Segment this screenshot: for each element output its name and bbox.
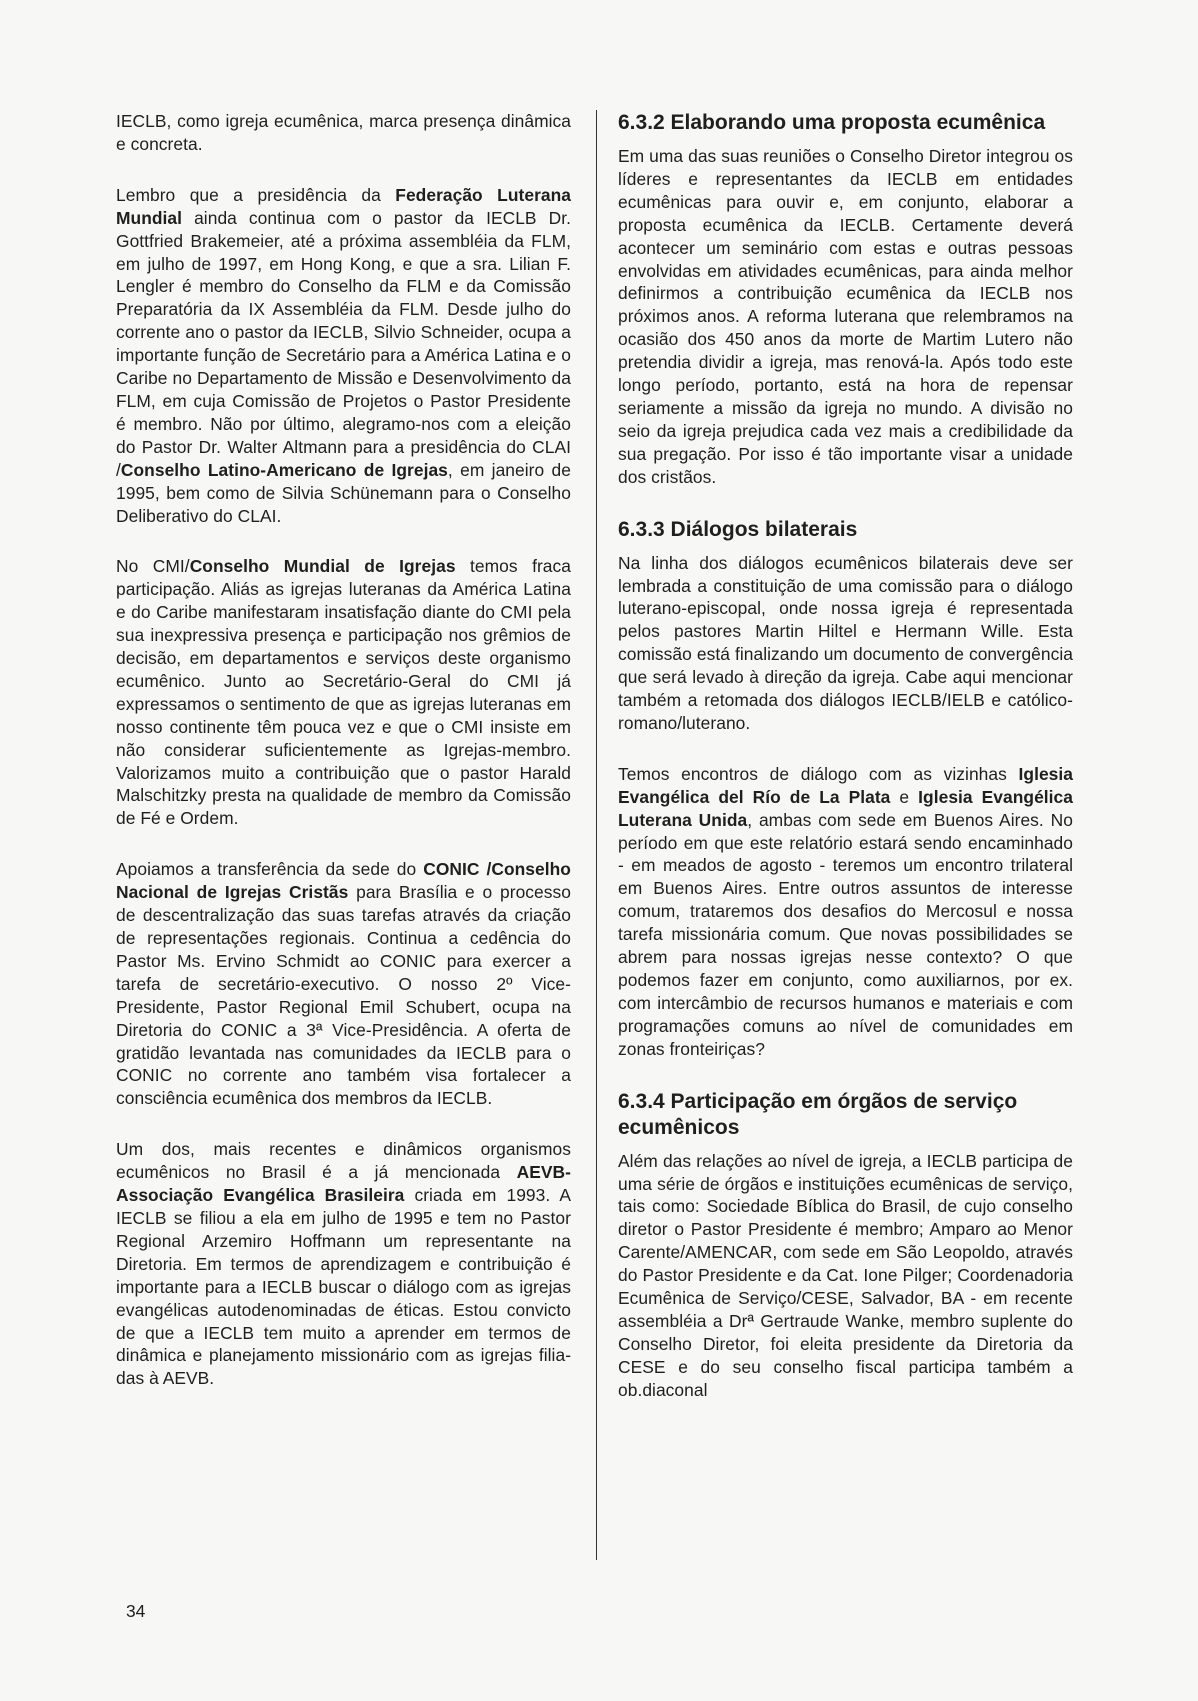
bold-term: Iglesia Evangélica del Río de La Plata	[618, 763, 1073, 807]
section-heading-6-3-2: 6.3.2 Elaborando uma proposta ecumênica	[618, 111, 1046, 134]
paragraph: Temos encontros de diálogo com as vizinhas Iglesia Evangélica del Río de La Plata e Iglesia Evangélica Luterana Unida, ambas com sede em Buenos Aires. No período em que este relatório estará sendo encaminhado - em meados de agosto - teremos um encontro trilateral em Buenos Aires. Entre outros assuntos de interesse comum, trataremos dos desafios do Mercosul e nossa tarefa missionária comum. Que novas possibilidades se abrem para nossas igrejas nesse contexto? O que podemos fazer em conjunto, como auxiliarnos, por ex. com intercâmbio de recursos humanos e materiais e com programações comuns ao nível de comunidades em zonas fronteiriças?	[618, 763, 1074, 1059]
bold-term: Federação Luterana Mundial	[116, 184, 572, 228]
bold-term: Conselho Mundial de Igrejas	[189, 556, 456, 577]
bold-term: Conselho Latino-Americano de Igrejas	[120, 459, 448, 480]
right-column	[618, 110, 1073, 1430]
paragraph: Lembro que a presidência da Federação Luterana Mundial ainda continua com o pastor da IECLB Dr. Gottfried Brakemeier, até a próxima assembléia da FLM, em julho de 1997, em Hong Kong, e que a sra. Lilian F. Lengler é membro do Conselho da FLM e da Comissão Preparatória da IX Assembléia da FLM. Desde julho do corrente ano o pastor da IECLB, Silvio Schneider, ocupa a importante função de Secretário para a América Latina e o Caribe no Departamento de Missão e Desenvolvimento da FLM, em cuja Comissão de Projetos o Pastor Presidente é membro. Não por último, alegramo-nos com a eleição do Pastor Dr. Walter Altmann para a presidência do CLAI /Conselho Latino-Americano de Igrejas, em janeiro de 1995, bem como de Silvia Schünemann para o Conselho Deliberativo do CLAI.	[116, 184, 572, 526]
section-heading-6-3-4: 6.3.4 Participação em órgãos de serviço ecumênicos	[618, 1089, 1018, 1139]
paragraph: IECLB, como igreja ecumênica, marca presença dinâmica e concreta.	[116, 111, 571, 154]
paragraph: Apoiamos a transferência da sede do CONIC /Conselho Nacional de Igrejas Cristãs para Brasília e o processo de descentralização das suas tarefas através da criação de representações regionais. Continua a cedência do Pastor Ms. Ervino Schmidt ao CONIC para exercer a tarefa de secretário-executivo. O nosso 2º Vice-Presidente, Pastor Regional Emil Schubert, ocupa na Diretoria do CONIC a 3ª Vice-Presidência. A oferta de gratidão levantada nas comunidades da IECLB para o CONIC no corrente ano também visa fortalecer a consciência ecumênica dos membros da IECLB.	[116, 859, 571, 1109]
column-divider	[596, 110, 597, 1560]
section-heading-6-3-3: 6.3.3 Diálogos bilaterais	[618, 517, 858, 541]
page-number: 34	[126, 1601, 146, 1621]
paragraph: Na linha dos diálogos ecumênicos bilaterais deve ser lembrada a constituição de uma comissão para o diálogo luterano-episcopal, onde nossa igreja é representada pelos pastores Martin Hiltel e Hermann Wille. Esta comissão está finalizando um documento de convergência que será levado à direção da igreja. Cabe aqui mencionar também a retomada dos diálogos IECLB/IELB e católico-romano/luterano.	[618, 552, 1073, 733]
bold-term: AEVB-Associação Evangélica Brasileira	[116, 1162, 571, 1206]
paragraph: Em uma das suas reuniões o Conselho Diretor integrou os líderes e representantes da IECLB em entidades ecumênicas para ouvir e, em conjunto, elaborar a proposta ecumênica da IECLB. Certamente deverá acontecer um seminário com estas e outras pessoas envolvidas em atividades ecumênicas, para ainda melhor definirmos a contribuição ecumênica da IECLB nos próximos anos. A reforma luterana que relembramos na ocasião dos 450 anos da morte de Martim Lutero não pretendia dividir a igreja, mas renová-la. Após todo este longo período, portanto, está na hora de repensar seriamente a missão da igreja no mundo. A divisão no seio da igreja prejudica cada vez mais a credibilidade da sua pregação. Por isso é tão importante visar a unidade dos cristãos.	[618, 146, 1073, 487]
bold-term: Iglesia Evangélica Luterana Unida	[618, 786, 1074, 830]
paragraph: Além das relações ao nível de igreja, a IECLB participa de uma série de órgãos e instituições ecumênicas de serviço, tais como: Sociedade Bíblica do Brasil, de cujo conselho diretor o Pastor Presidente é membro; Amparo ao Menor Carente/AMENCAR, com sede em São Leopoldo, através do Pastor Presidente e da Cat. Ione Pilger; Coordenadoria Ecumênica de Serviço/CESE, Salvador, BA - em recente assembléia a Drª Gertraude Wanke, membro suplente do Conselho Diretor, foi eleita presidente da Diretoria da CESE e do seu conselho fiscal participa também a ob.diaconal	[618, 1150, 1073, 1400]
paragraph: No CMI/Conselho Mundial de Igrejas temos fraca participação. Aliás as igrejas luteranas da América Latina e do Caribe manifestaram insatisfação diante do CMI pela sua inexpressiva presença e participação nos grêmios de decisão, em departamentos e serviços deste organismo ecumênico. Junto ao Secretário-Geral do CMI já expressamos o sentimento de que as igrejas luteranas em nosso continente têm pouca vez e que o CMI insiste em não considerar suficientemente as Igrejas-membro. Valorizamos muito a contribuição que o pastor Harald Malschitzky presta na qualidade de membro da Comissão de Fé e Ordem.	[116, 556, 571, 829]
paragraph: Um dos, mais recentes e dinâmicos organismos ecumênicos no Brasil é a já mencionada AEVB-Associação Evangélica Brasileira criada em 1993. A IECLB se filiou a ela em julho de 1995 e tem no Pastor Regional Arzemiro Hoffmann um representante na Diretoria. Em termos de aprendizagem e contribuição é importante para a IECLB buscar o diálogo com as igrejas evangélicas autodenominadas de éticas. Estou convicto de que a IECLB tem muito a aprender em termos de dinâmica e planejamento missionário com as igrejas filiadas à AEVB.	[116, 1139, 571, 1389]
bold-term: CONIC /Conselho Nacional de Igrejas Cristãs	[116, 859, 571, 903]
left-column	[116, 110, 571, 1418]
